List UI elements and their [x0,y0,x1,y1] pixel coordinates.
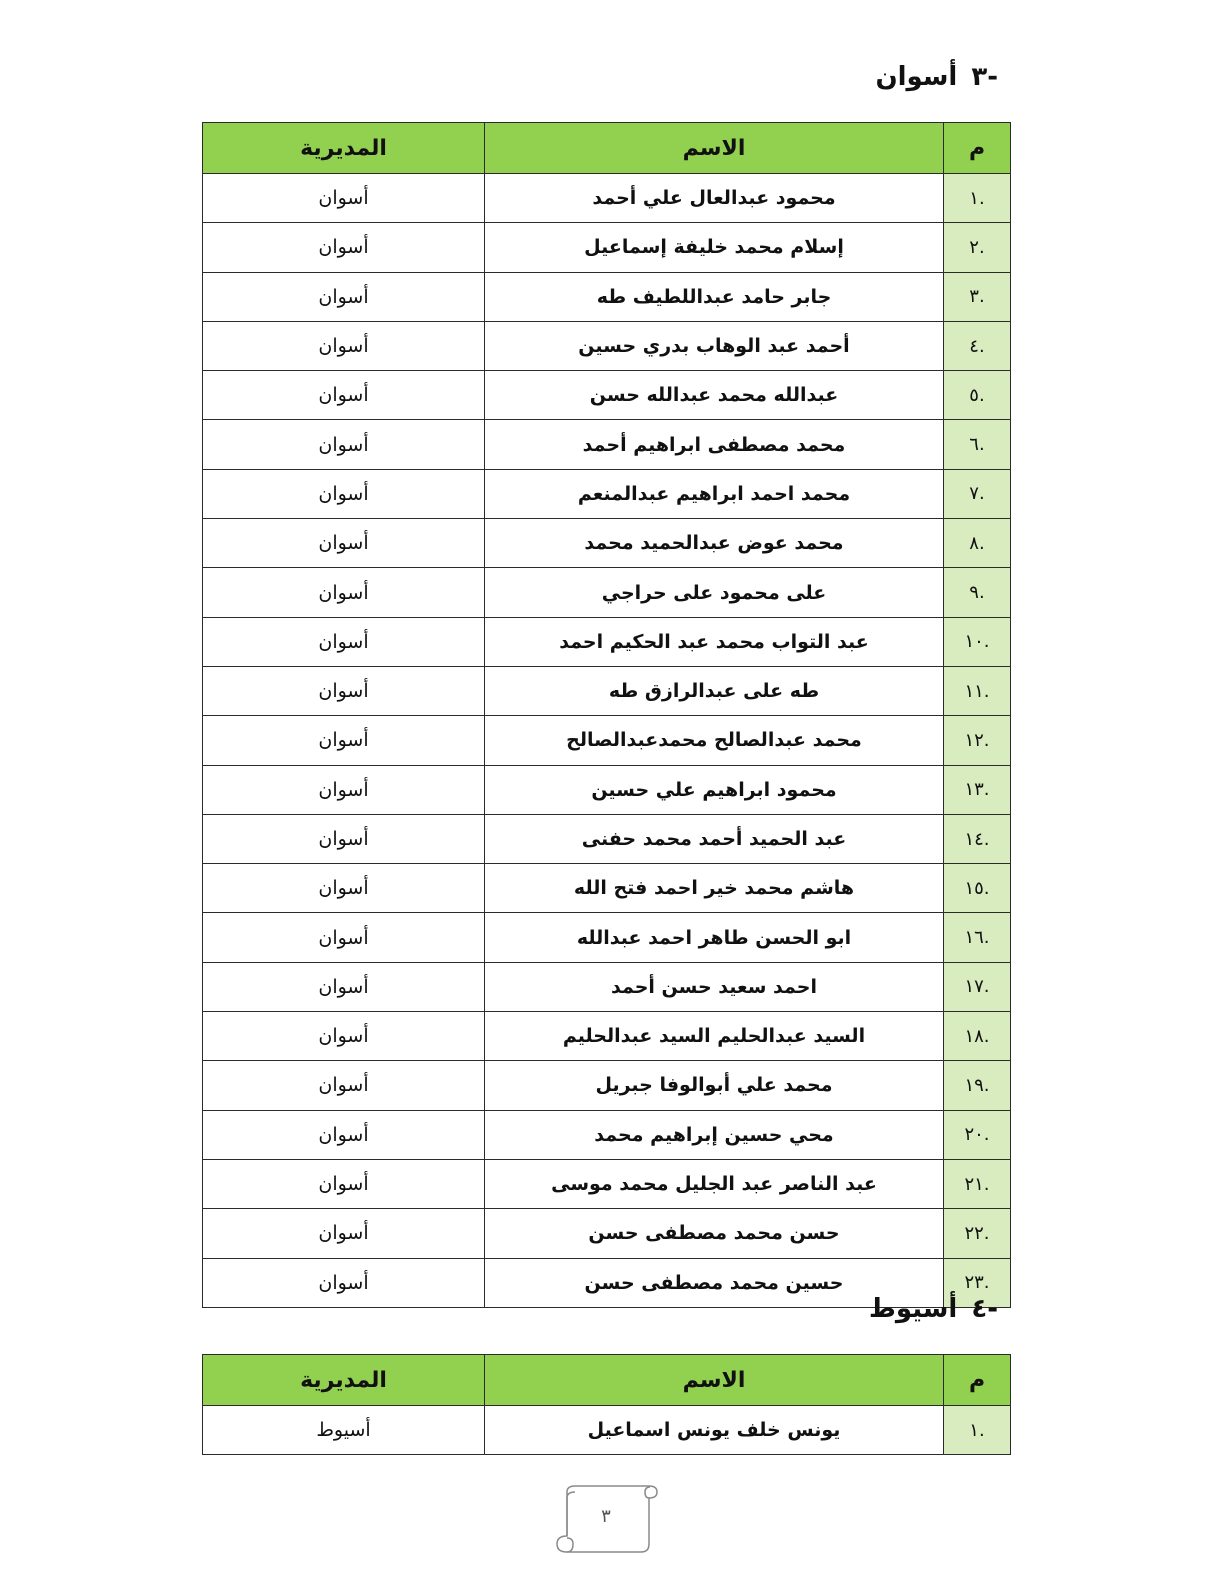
row-directorate: أسوان [203,1209,485,1258]
header-num: م [944,1355,1011,1406]
section-number: -٤ [971,1294,998,1324]
row-number: .١ [944,174,1011,223]
header-num: م [944,123,1011,174]
row-number: .٨ [944,519,1011,568]
row-directorate: أسيوط [203,1406,485,1455]
row-name: محمود عبدالعال علي أحمد [485,174,944,223]
row-directorate: أسوان [203,666,485,715]
row-number: .١٧ [944,962,1011,1011]
table-row [203,765,1011,814]
row-name: عبد الحميد أحمد محمد حفنى [485,814,944,863]
row-name: حسن محمد مصطفى حسن [485,1209,944,1258]
row-directorate: أسوان [203,814,485,863]
row-directorate: أسوان [203,716,485,765]
page-number-badge [553,1478,659,1558]
row-number: .١٣ [944,765,1011,814]
row-number: .٧ [944,469,1011,518]
table-row [203,1012,1011,1061]
row-number: .١٨ [944,1012,1011,1061]
table-row [203,1209,1011,1258]
row-directorate: أسوان [203,864,485,913]
table-row [203,814,1011,863]
row-directorate: أسوان [203,1258,485,1307]
table-row [203,1110,1011,1159]
row-directorate: أسوان [203,568,485,617]
row-name: عبدالله محمد عبدالله حسن [485,371,944,420]
row-name: محمد مصطفى ابراهيم أحمد [485,420,944,469]
row-number: .١٢ [944,716,1011,765]
row-directorate: أسوان [203,1012,485,1061]
section-title-asyut [869,1294,998,1324]
row-number: .٦ [944,420,1011,469]
row-number: .٢١ [944,1159,1011,1208]
row-number: .٣ [944,272,1011,321]
table-row [203,864,1011,913]
table-row [203,913,1011,962]
table-row [203,962,1011,1011]
row-name: حسين محمد مصطفى حسن [485,1258,944,1307]
row-number: .١٦ [944,913,1011,962]
row-directorate: أسوان [203,223,485,272]
table-row [203,519,1011,568]
row-name: ابو الحسن طاهر احمد عبدالله [485,913,944,962]
row-number: .١١ [944,666,1011,715]
row-number: .٢٣ [944,1258,1011,1307]
table-row [203,716,1011,765]
table-row [203,174,1011,223]
row-name: طه على عبدالرازق طه [485,666,944,715]
row-number: .٢٢ [944,1209,1011,1258]
row-name: محمد عبدالصالح محمدعبدالصالح [485,716,944,765]
table-row [203,420,1011,469]
table-header-row [203,1355,1011,1406]
table-row [203,371,1011,420]
table-header-row [203,123,1011,174]
row-number: .١٩ [944,1061,1011,1110]
row-name: محمد علي أبوالوفا جبريل [485,1061,944,1110]
row-directorate: أسوان [203,469,485,518]
row-number: .١٥ [944,864,1011,913]
roster-table-aswan [202,122,1011,1308]
row-name: عبد التواب محمد عبد الحكيم احمد [485,617,944,666]
row-directorate: أسوان [203,765,485,814]
section-title-aswan [875,62,998,92]
row-name: محمود ابراهيم علي حسين [485,765,944,814]
row-directorate: أسوان [203,617,485,666]
section-number: -٣ [971,62,998,92]
row-name: محمد احمد ابراهيم عبدالمنعم [485,469,944,518]
roster-table-asyut [202,1354,1011,1455]
row-directorate: أسوان [203,272,485,321]
row-number: .٥ [944,371,1011,420]
row-number: .١٤ [944,814,1011,863]
row-number: .٢٠ [944,1110,1011,1159]
row-name: إسلام محمد خليفة إسماعيل [485,223,944,272]
row-directorate: أسوان [203,1159,485,1208]
row-name: يونس خلف يونس اسماعيل [485,1406,944,1455]
row-directorate: أسوان [203,321,485,370]
header-directorate: المديرية [203,1355,485,1406]
row-number: .١٠ [944,617,1011,666]
row-name: أحمد عبد الوهاب بدري حسين [485,321,944,370]
row-number: .١ [944,1406,1011,1455]
page-number: ٣ [601,1506,611,1527]
table-row [203,617,1011,666]
row-name: على محمود على حراجي [485,568,944,617]
table-row [203,568,1011,617]
table-row [203,666,1011,715]
header-name: الاسم [485,1355,944,1406]
table-row [203,223,1011,272]
header-name: الاسم [485,123,944,174]
row-directorate: أسوان [203,371,485,420]
table-row [203,321,1011,370]
row-directorate: أسوان [203,913,485,962]
table-row [203,1061,1011,1110]
row-name: هاشم محمد خير احمد فتح الله [485,864,944,913]
row-directorate: أسوان [203,962,485,1011]
row-number: .٢ [944,223,1011,272]
header-directorate: المديرية [203,123,485,174]
row-directorate: أسوان [203,1061,485,1110]
table-row [203,1159,1011,1208]
table-row [203,272,1011,321]
row-number: .٤ [944,321,1011,370]
row-name: محمد عوض عبدالحميد محمد [485,519,944,568]
table-row [203,469,1011,518]
row-name: احمد سعيد حسن أحمد [485,962,944,1011]
table-row [203,1406,1011,1455]
row-directorate: أسوان [203,174,485,223]
row-number: .٩ [944,568,1011,617]
section-heading: أسوان [875,62,958,92]
row-directorate: أسوان [203,1110,485,1159]
section-heading: أسيوط [868,1294,958,1324]
row-name: جابر حامد عبداللطيف طه [485,272,944,321]
row-name: عبد الناصر عبد الجليل محمد موسى [485,1159,944,1208]
row-directorate: أسوان [203,420,485,469]
row-directorate: أسوان [203,519,485,568]
row-name: السيد عبدالحليم السيد عبدالحليم [485,1012,944,1061]
row-name: محي حسين إبراهيم محمد [485,1110,944,1159]
